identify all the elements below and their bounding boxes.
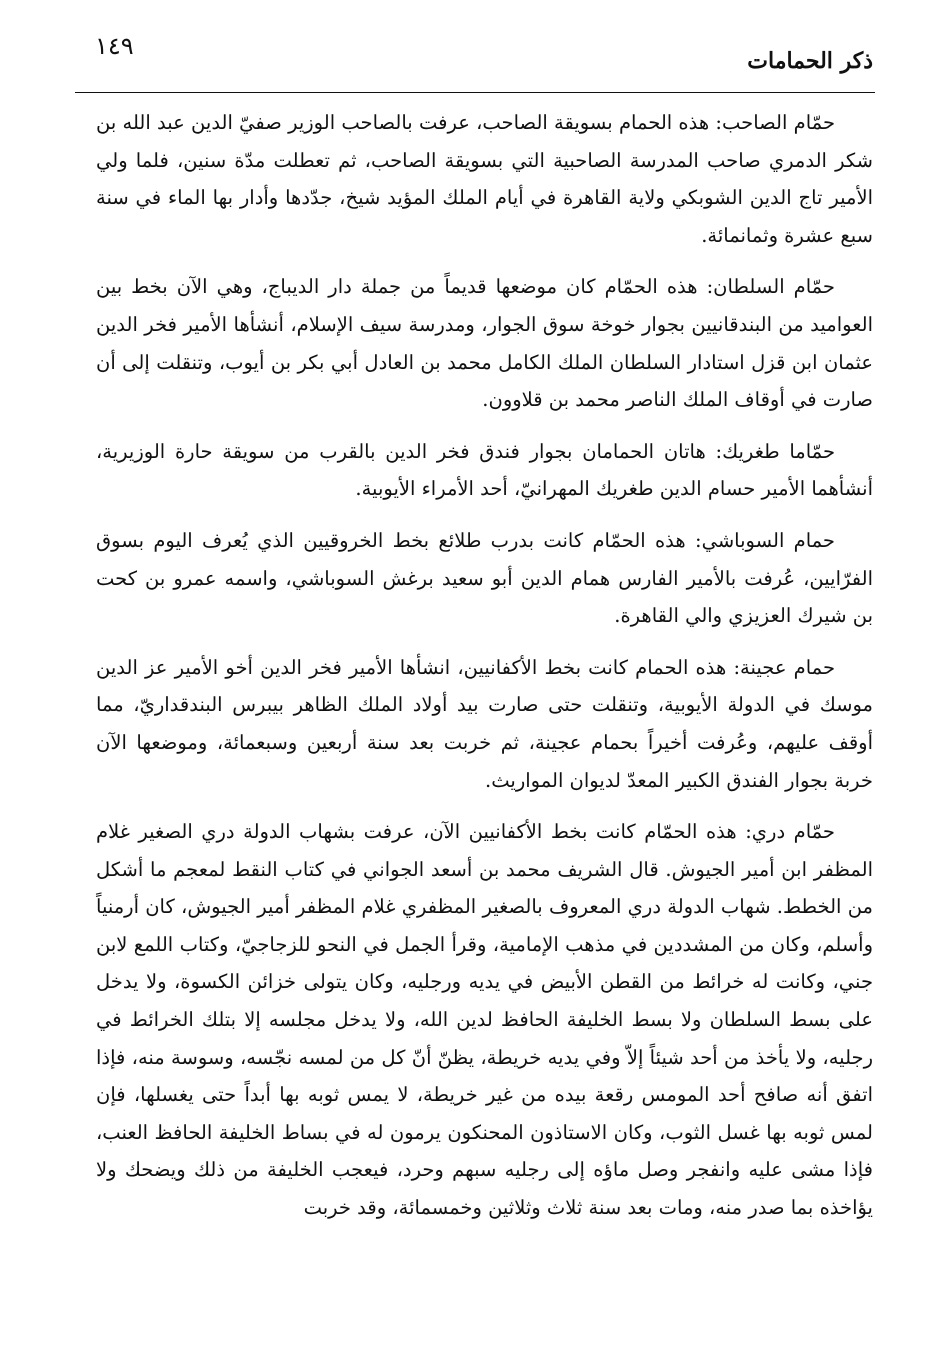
entry-hammama-tughrik — [96, 433, 873, 508]
entry-text: هذه الحمّام كانت بدرب طلائع بخط الخروقيين الذي يُعرف اليوم بسوق الفرّايين، عُرفت بالأمير الفارس همام الدين أبو سعيد برغش السوباشي، واسمه عمرو بن كحت بن شيرك العزيزي والي القاهرة. — [96, 528, 873, 628]
entry-text: هذه الحمّام كان موضعها قديماً من جملة دار الديباج، وهي الآن بخط بين العواميد من البندقانيين بجوار خوخة سوق الجوار، ومدرسة سيف الإسلام، أنشأها الأمير فخر الدين عثمان ابن قزل استادار السلطان الملك الكامل محمد بن العادل أبي بكر بن أيوب، وتنقلت إلى أن صارت في أوقاف الملك الناصر محمد بن قلاوون. — [96, 275, 873, 412]
header-rule — [75, 92, 875, 93]
entry-title: حمّام دري: — [745, 820, 835, 844]
page-body — [96, 104, 873, 1227]
entry-hammam-al-subashi — [96, 522, 873, 635]
entry-hammam-al-sahib — [96, 104, 873, 254]
entry-title: حمّام الصاحب: — [715, 111, 835, 134]
entry-text: هذه الحمام كانت بخط الأكفانيين، انشأها الأمير فخر الدين أخو الأمير عز الدين موسك في الدولة الأيوبية، وتنقلت حتى صارت بيد أولاد الملك الظاهر بيبرس البندقداريّ، مما أوقف عليهم، وعُرفت أخيراً بحمام عجينة، ثم خربت بعد سنة أربعين وسبعمائة، وموضعها الآن خربة بجوار الفندق الكبير المعدّ لديوان المواريث. — [96, 655, 873, 792]
entry-text: هاتان الحمامان بجوار فندق فخر الدين بالقرب من سويقة حارة الوزيرية، أنشأهما الأمير حسام الدين طغريك المهرانيّ، أحد الأمراء الأيوبية. — [96, 439, 873, 501]
entry-text: هذه الحمام بسويقة الصاحب، عرفت بالصاحب الوزير صفيّ الدين عبد الله بن شكر الدمري صاحب المدرسة الصاحبية التي بسويقة الصاحب، ثم تعطلت مدّة سنين، فلما ولي الأمير تاج الدين الشوبكي ولاية القاهرة في أيام الملك المؤيد شيخ، جدّدها وأدار بها الماء في سنة سبع عشرة وثمانمائة. — [96, 111, 873, 247]
entry-title: حمّاما طغريك: — [715, 439, 836, 463]
entry-title: حمّام السلطان: — [706, 275, 835, 299]
entry-hammam-ajina — [96, 649, 873, 799]
entry-title: حمام عجينة: — [733, 655, 835, 679]
entry-hammam-durri — [96, 813, 873, 1227]
entry-hammam-al-sultan — [96, 268, 873, 418]
page-number: ١٤٩ — [95, 32, 134, 60]
entry-title: حمام السوباشي: — [695, 528, 835, 552]
entry-text: هذه الحمّام كانت بخط الأكفانيين الآن، عرفت بشهاب الدولة دري الصغير غلام المظفر ابن أمير الجيوش. قال الشريف محمد بن أسعد الجواني في كتاب النقط لمعجم ما أشكل من الخطط. شهاب الدولة دري المعروف بالصغير المظفري غلام المظفر أمير الجيوش، كان أرمنياً وأسلم، وكان من المشددين في مذهب الإمامية، وقرأ الجمل في النحو للزجاجيّ، وكتاب اللمع لابن جني، وكانت له خرائط من القطن الأبيض في يديه ورجليه، وكان يتولى خزائن الكسوة، ولا يدخل على بسط السلطان ولا بسط الخليفة الحافظ لدين الله، ولا يدخل مجلسه إلا بتلك الخرائط في رجليه، ولا يأخذ من أحد شيئاً إلاّ وفي يديه خريطة، يظنّ أنّ كل من لمسه نجّسه، وسوسة منه، فإذا اتفق أنه صافح أحد المومس رقعة بيده من غير خريطة، لا يمس ثوبه بها أبداً حتى يغسلها، فإن لمس ثوبه بها غسل الثوب، وكان الاستاذون المحنكون يرمون له في بساط الخليفة الحافظ العنب، فإذا مشى عليه وانفجر وصل ماؤه إلى رجليه سبهم وحرد، فيعجب الخليفة من ذلك ويضحك ولا يؤاخذه بما صدر منه، ومات بعد سنة ثلاث وثلاثين وخمسمائة، وقد خربت — [96, 820, 873, 1220]
running-title: ذكر الحمامات — [747, 48, 873, 74]
